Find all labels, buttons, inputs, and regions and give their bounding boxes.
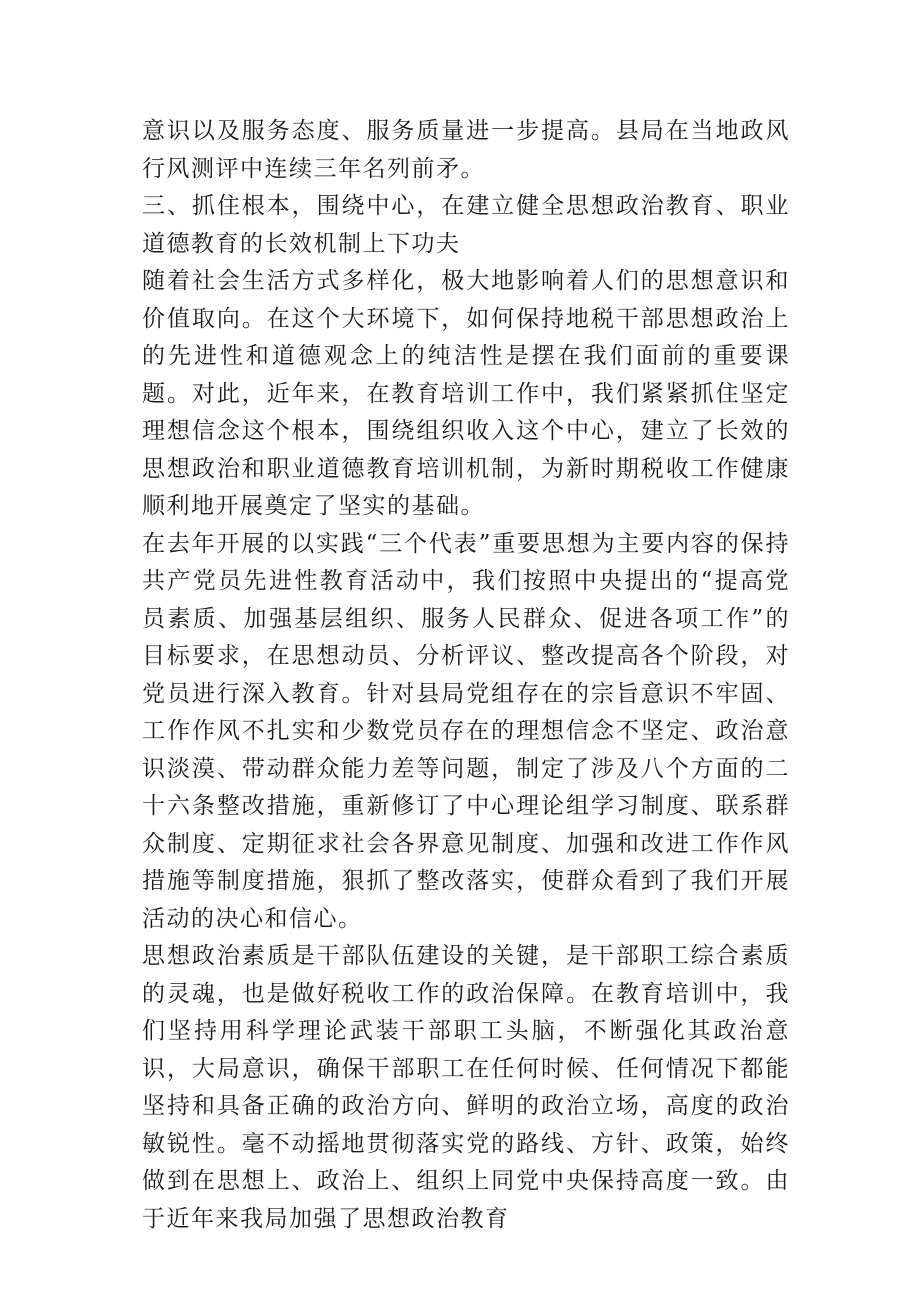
paragraph-3: 在去年开展的以实践“三个代表”重要思想为主要内容的保持共产党员先进性教育活动中，我们按照中央提出的“提高党员素质、加强基层组织、服务人民群众、促进各项工作”的目标要求，在思想动员、分析评议、整改提高各个阶段，对党员进行深入教育。针对县局党组存在的宗旨意识不牢固、工作作风不扎实和少数党员存在的理想信念不坚定、政治意识淡漠、带动群众能力差等问题，制定了涉及八个方面的二十六条整改措施，重新修订了中心理论组学习制度、联系群众制度、定期征求社会各界意见制度、加强和改进工作作风措施等制度措施，狠抓了整改落实，使群众看到了我们开展活动的决心和信心。	[142, 530, 790, 932]
paragraph-2: 随着社会生活方式多样化，极大地影响着人们的思想意识和价值取向。在这个大环境下，如何保持地税干部思想政治上的先进性和道德观念上的纯洁性是摆在我们面前的重要课题。对此，近年来，在教育培训工作中，我们紧紧抓住坚定理想信念这个根本，围绕组织收入这个中心，建立了长效的思想政治和职业道德教育培训机制，为新时期税收工作健康顺利地开展奠定了坚实的基础。	[142, 268, 790, 519]
paragraph-1: 意识以及服务态度、服务质量进一步提高。县局在当地政风行风测评中连续三年名列前矛。	[142, 118, 790, 182]
document-body	[142, 113, 790, 1238]
paragraph-4: 思想政治素质是干部队伍建设的关键，是干部职工综合素质的灵魂，也是做好税收工作的政治保障。在教育培训中，我们坚持用科学理论武装干部职工头脑，不断强化其政治意识，大局意识，确保干部职工在任何时候、任何情况下都能坚持和具备正确的政治方向、鲜明的政治立场，高度的政治敏锐性。毫不动摇地贯彻落实党的路线、方针、政策，始终做到在思想上、政治上、组织上同党中央保持高度一致。由于近年来我局加强了思想政治教育	[142, 943, 790, 1232]
section-heading-3: 三、抓住根本，围绕中心，在建立健全思想政治教育、职业道德教育的长效机制上下功夫	[142, 193, 790, 257]
